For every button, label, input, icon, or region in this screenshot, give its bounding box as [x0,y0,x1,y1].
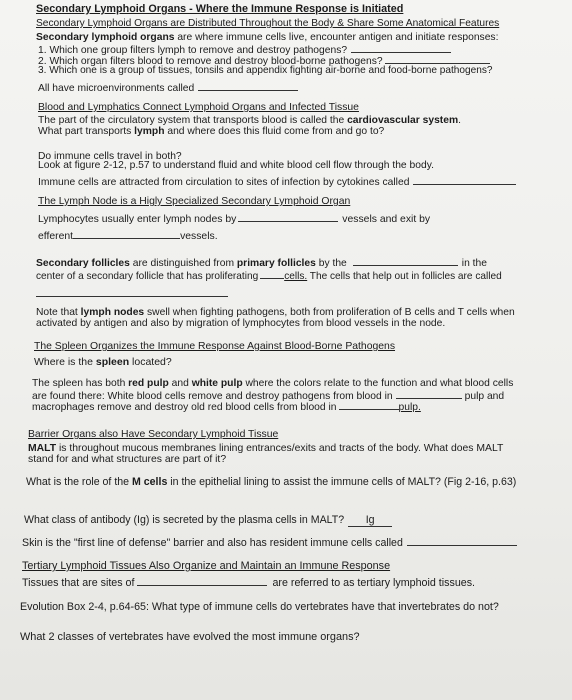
answer-blank[interactable] [260,269,284,279]
circulatory-text: The part of the circulatory system that transports blood is called the [38,115,348,126]
spleen3-text: macrophages remove and destroy old red blood cells from blood in [32,402,337,413]
pulp-and: pulp and [464,391,505,402]
cytokines-text: Immune cells are attracted from circulation to sites of infection by cytokines called [38,177,410,188]
answer-blank[interactable] [198,81,298,91]
answer-blank[interactable] [353,256,458,266]
answer-blank[interactable] [73,229,180,239]
intro-rest: are where immune cells live, encounter antigen and initiate responses: [174,32,499,43]
lymph-bold: lymph [134,126,165,137]
answer-blank[interactable] [407,536,517,546]
m-cells-text-a: What is the role of the [26,476,132,488]
spleen-line-3 [32,400,421,414]
center-cells: cells. [284,271,308,282]
cytokines-line [38,175,516,189]
afferent-line [38,212,430,226]
skin-line [22,536,517,549]
skin-text: Skin is the "first line of defense" barrier and also has resident immune cells called [22,537,403,549]
section-heading-spleen: The Spleen Organizes the Immune Response Against Blood-Borne Pathogens [34,341,396,352]
follicles-line [36,256,487,270]
spleen1-text-e: where the colors relate to the function and what blood cells [242,378,514,389]
question-1-text: 1. Which one group filters lymph to remove and destroy pathogens? [38,45,348,56]
antibody-question [24,514,392,527]
answer-blank[interactable] [351,43,451,53]
tertiary-line [22,576,475,589]
tertiary-text-b: are referred to as tertiary lymphoid tissues. [272,577,476,589]
m-cells-bold: M cells [132,476,168,488]
efferent-vessels-text: vessels. [180,231,218,242]
spleen2-text: are found there: White blood cells remove and destroy pathogens from blood in [32,391,393,402]
section-heading-barrier: Barrier Organs also Have Secondary Lymphoid Tissue [28,429,279,440]
section-heading-lymph-node: The Lymph Node is a Higly Specialized Secondary Lymphoid Organ [38,196,351,207]
afferent-text-b: vessels and exit by [342,214,431,225]
section-heading-distributed: Secondary Lymphoid Organs are Distributed Throughout the Body & Share Some Anatomical Features [36,18,500,29]
spleen1-text-a: The spleen has both [32,378,129,389]
spleen1-red-pulp: red pulp [128,378,169,389]
m-cells-text-c: in the epithelial lining to assist the immune cells of MALT? (Fig 2-16, p.63) [167,476,517,488]
note-text-c: swell when fighting pathogens, both from proliferation of B cells and T cells when [144,307,515,318]
travel-question: Do immune cells travel in both? [38,151,182,162]
antibody-text: What class of antibody (Ig) is secreted by the plasma cells in MALT? [24,514,345,526]
center-line [36,269,502,283]
spleen1-and: and [168,378,192,389]
lymph-text-a: What part transports [38,126,135,137]
spleen-bold: spleen [95,356,130,368]
follicles-text-d: by the [315,258,347,269]
pulp-text: pulp. [398,402,421,413]
follicles-in-the: in the [461,258,487,269]
question-3: 3. Which one is a group of tissues, tonsils and appendix fighting air-borne and food-borne pathogens? [38,65,493,76]
afferent-text: Lymphocytes usually enter lymph nodes by [38,214,237,225]
worksheet-title: Secondary Lymphoid Organs - Where the Immune Response is Initiated [36,3,404,15]
spleen-text-c: located? [129,356,172,368]
efferent-text: efferent [38,231,74,242]
follicles-text-b: are distinguished from [129,258,237,269]
tertiary-text-a: Tissues that are sites of [22,577,135,589]
efferent-line [38,229,218,243]
answer-blank[interactable] [36,287,228,297]
evolution-question: Evolution Box 2-4, p.64-65: What type of immune cells do vertebrates have that invertebrates do not? [20,601,499,613]
answer-blank[interactable] [413,175,516,185]
intro-bold: Secondary lymphoid organs [36,32,175,43]
spleen-question [34,356,172,368]
microenvironments-text: All have microenvironments called [38,83,195,94]
follicles-bold-c: primary follicles [236,258,316,269]
note-bold: lymph nodes [80,307,145,318]
answer-blank[interactable] [137,576,267,586]
section-heading-tertiary: Tertiary Lymphoid Tissues Also Organize and Maintain an Immune Response [22,560,391,572]
circulatory-bold: cardiovascular system [347,115,459,126]
lymph-text-b: and where does this fluid come from and go to? [164,126,385,137]
note-line-2: activated by antigen and also by migration of lymphocytes from blood vessels in the node. [36,318,446,329]
figure-instruction: Look at figure 2-12, p.57 to understand fluid and white blood cell flow through the body. [38,160,434,171]
malt-bold: MALT [28,443,57,454]
center-text-a: center of a secondary follicle that has proliferating [36,271,259,282]
antibody-answer[interactable]: Ig [348,514,392,527]
microenvironments-line [38,81,298,95]
lymph-question [38,126,384,138]
malt-text: is throughout mucous membranes lining entrances/exits and tracts of the body. What does MALT [56,443,504,454]
spleen1-white-pulp: white pulp [191,378,243,389]
section-heading-blood-lymphatics: Blood and Lymphatics Connect Lymphoid Organs and Infected Tissue [38,102,359,113]
vertebrate-classes-question: What 2 classes of vertebrates have evolved the most immune organs? [20,631,360,643]
helper-cells-blank-line [36,287,228,300]
answer-blank[interactable] [396,389,462,399]
center-text-b: The cells that help out in follicles are called [307,271,502,282]
answer-blank[interactable] [339,400,399,410]
note-text-a: Note that [36,307,81,318]
circulatory-period: . [458,115,461,126]
answer-blank[interactable] [385,54,490,64]
follicles-bold-a: Secondary follicles [36,258,130,269]
spleen-text-a: Where is the [34,356,96,368]
malt-line-2: stand for and what structures are part of it? [28,454,227,465]
answer-blank[interactable] [238,212,338,222]
m-cells-question [26,476,516,488]
question-2-text: 2. Which organ filters blood to remove and destroy blood-borne pathogens? [38,56,383,67]
